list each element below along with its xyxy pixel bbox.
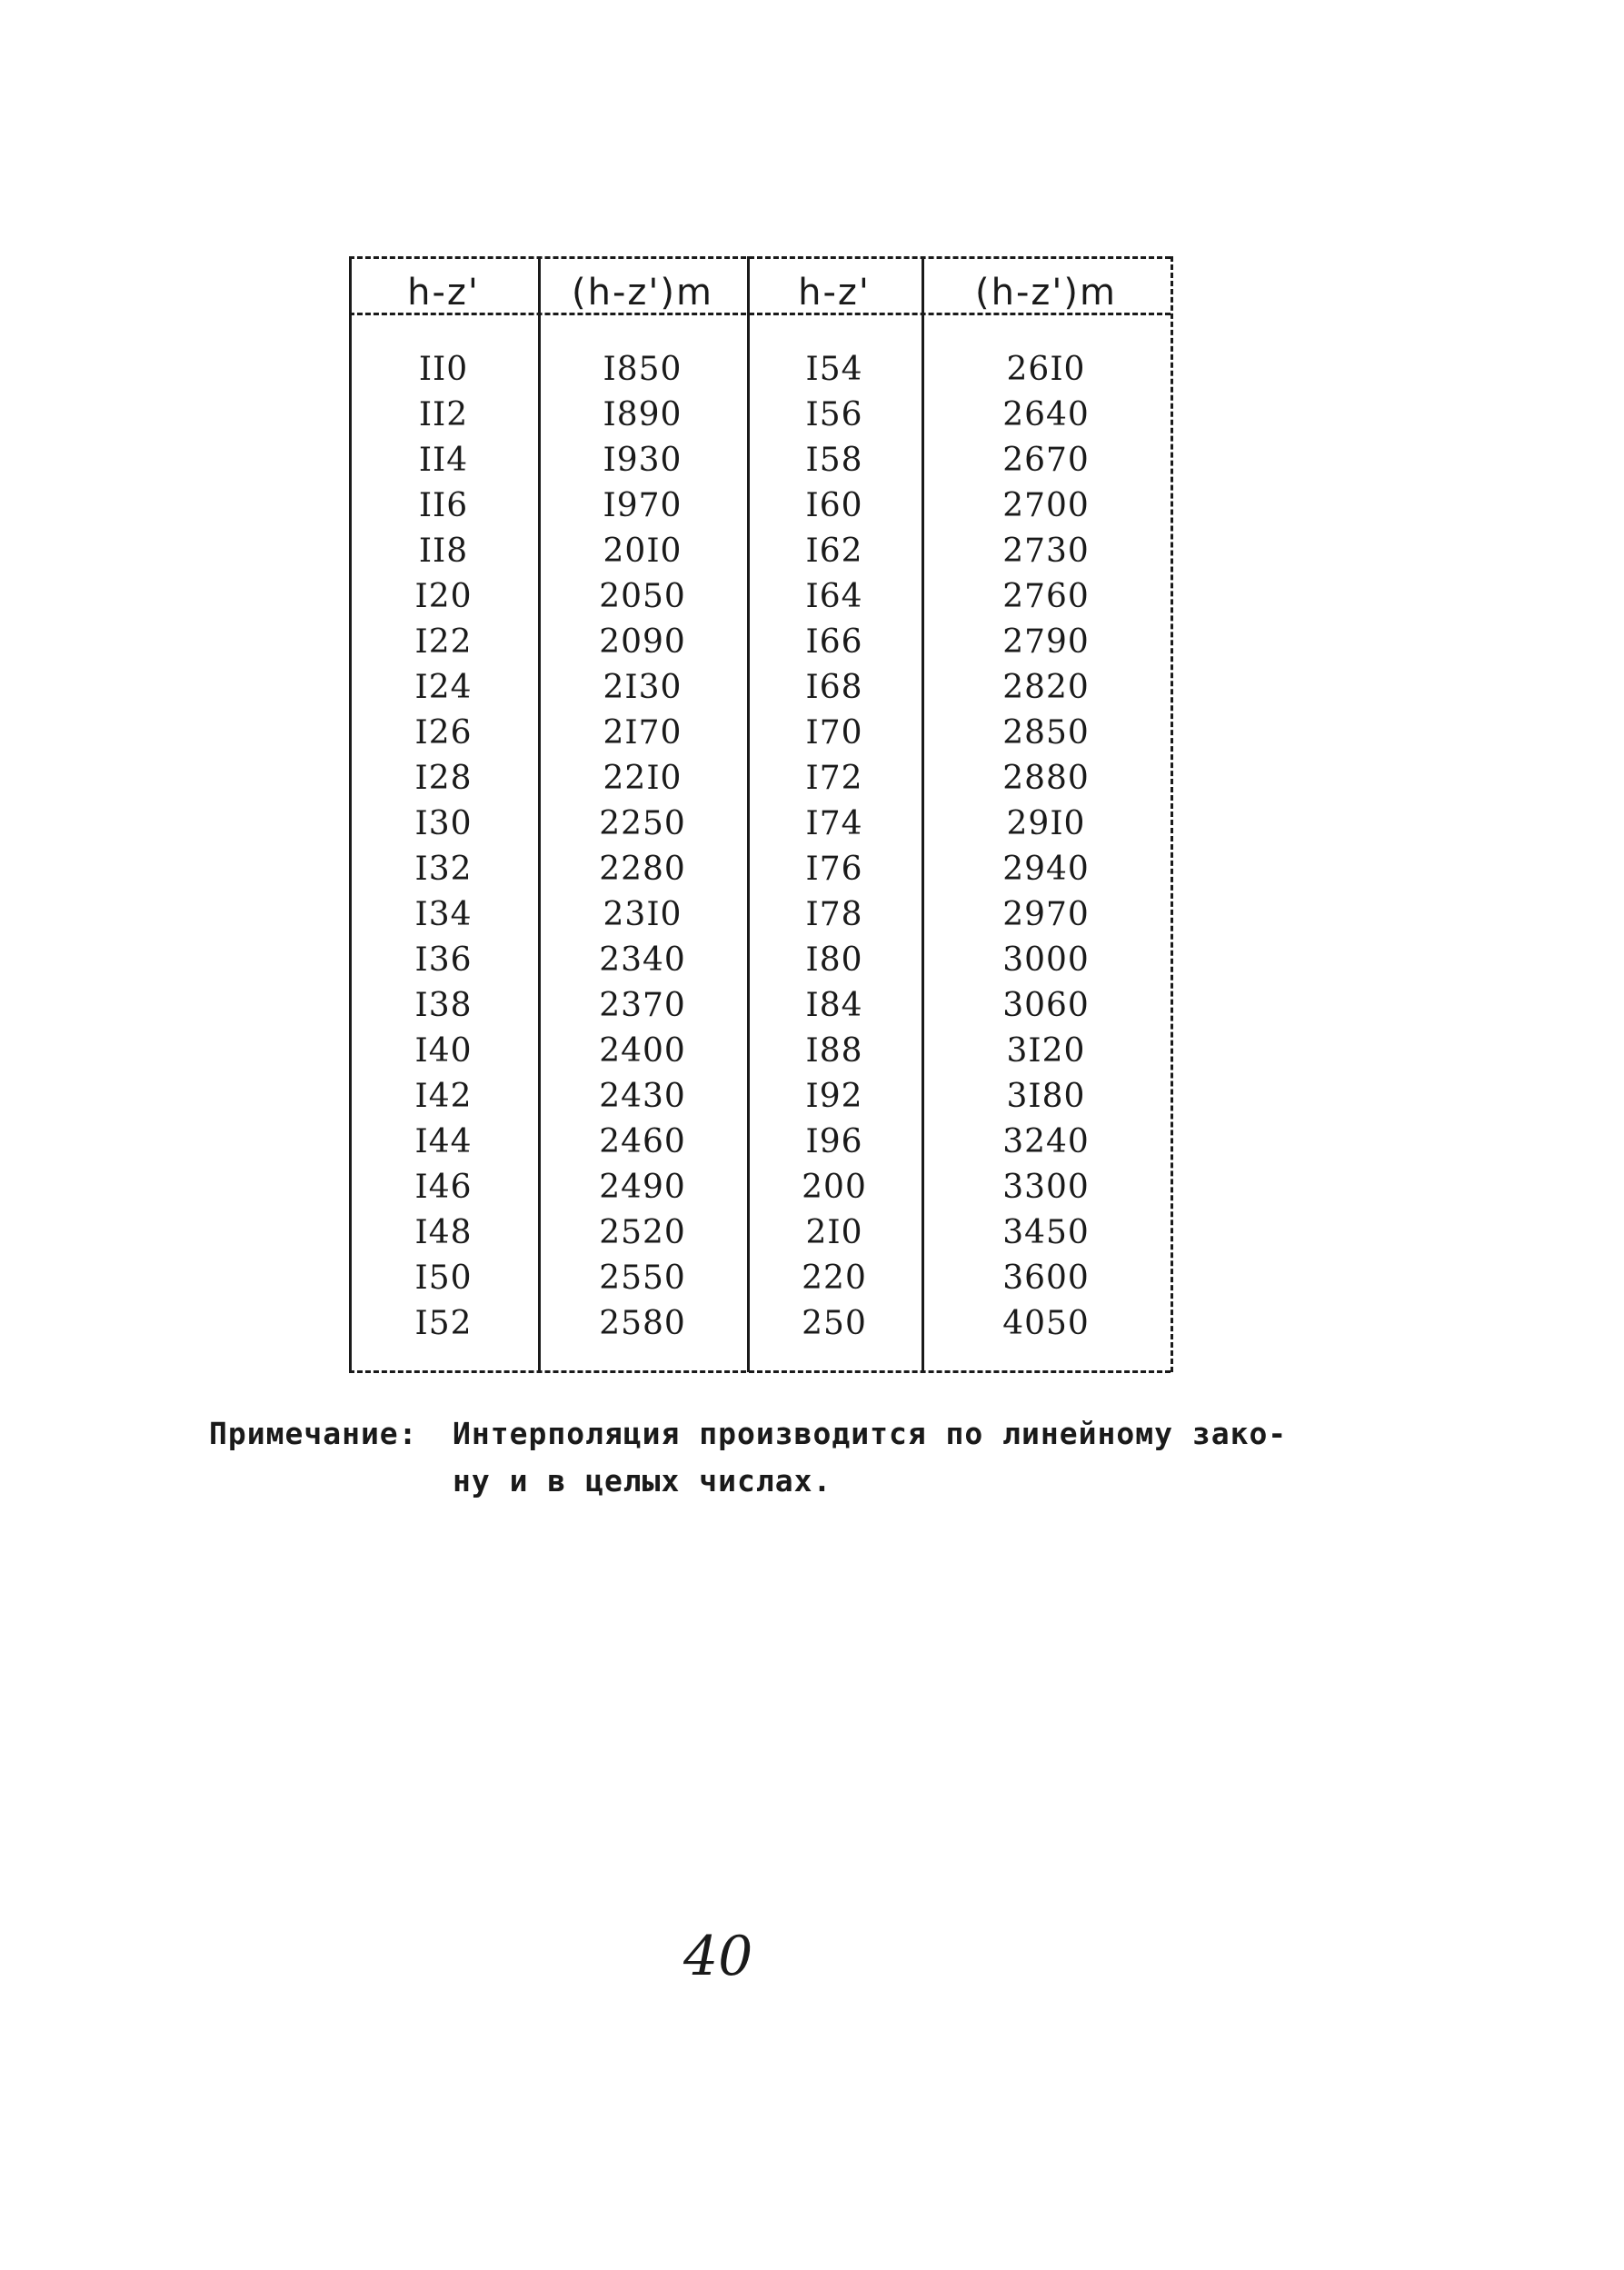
table-cell: 2790 [1002,623,1090,661]
table-cell: I48 [414,1214,473,1251]
column-h-z-power-m-2 [922,347,1171,1347]
table-cell: 3300 [1002,1169,1090,1206]
table-top-border [349,256,1171,259]
table-cell: I66 [805,623,863,661]
table-cell: I890 [603,396,682,433]
table-cell: 2370 [599,987,686,1024]
table-cell: 250 [802,1305,867,1342]
table-cell: 2090 [599,623,686,661]
table-cell: I32 [414,851,473,888]
table-cell: II8 [418,533,469,570]
table-cell: I52 [414,1305,473,1342]
table-cell: II6 [418,487,469,524]
table-cell: I96 [805,1123,863,1160]
table-cell: 3450 [1002,1214,1090,1251]
table-cell: I36 [414,941,473,979]
table-cell: 3060 [1002,987,1090,1024]
note-text-line2: ну и в целых числах. [453,1463,832,1498]
table-cell: 2670 [1002,442,1090,479]
table-cell: 4050 [1002,1305,1090,1342]
table-cell: 2940 [1002,851,1090,888]
table-cell: I54 [805,351,863,388]
table-cell: I20 [414,578,473,615]
table-cell: 22I0 [603,760,682,797]
table-cell: 2340 [599,941,686,979]
header-h-z: h-z' [407,272,480,314]
table-cell: I42 [414,1078,473,1115]
table-cell: I26 [414,714,473,752]
table-cell: 2640 [1002,396,1090,433]
table-cell: I970 [603,487,682,524]
table-cell: 220 [802,1259,867,1297]
table-cell: I84 [805,987,863,1024]
table-cell: I50 [414,1259,473,1297]
table-cell: I68 [805,669,863,706]
table-cell: I88 [805,1032,863,1070]
table-cell: 20I0 [603,533,682,570]
table-cell: I92 [805,1078,863,1115]
note-text-line1: Интерполяция производится по линейному зако- [453,1416,1288,1451]
column-h-z-2 [747,347,922,1347]
table-cell: 3240 [1002,1123,1090,1160]
table-cell: I60 [805,487,863,524]
column-h-z-power-m [538,347,747,1347]
table-cell: I38 [414,987,473,1024]
table-cell: 2580 [599,1305,686,1342]
table-cell: I22 [414,623,473,661]
table-cell: I58 [805,442,863,479]
table-cell: 23I0 [603,896,682,933]
table-cell: I72 [805,760,863,797]
header-h-z-2: h-z' [798,272,871,314]
table-cell: I56 [805,396,863,433]
table-note [209,1410,1300,1505]
table-cell: 2I0 [805,1214,863,1251]
table-cell: I30 [414,805,473,842]
table-cell: 29I0 [1006,805,1086,842]
table-cell: I62 [805,533,863,570]
table-cell: 26I0 [1006,351,1086,388]
table-cell: I24 [414,669,473,706]
table-cell: 3000 [1002,941,1090,979]
table-cell: I46 [414,1169,473,1206]
table-cell: 2880 [1002,760,1090,797]
table-cell: 2250 [599,805,686,842]
page-number: 40 [683,1925,753,1988]
interpolation-table [349,256,1171,1374]
table-cell: I76 [805,851,863,888]
note-label: Примечание: [209,1416,418,1451]
table-cell: 2820 [1002,669,1090,706]
header-h-z-power-m: (h-z')m [572,272,713,314]
table-cell: 2430 [599,1078,686,1115]
table-cell: I70 [805,714,863,752]
table-cell: 2400 [599,1032,686,1070]
table-cell: I44 [414,1123,473,1160]
table-cell: 2550 [599,1259,686,1297]
table-cell: 2850 [1002,714,1090,752]
table-right-border [1171,256,1173,1372]
column-h-z [349,347,538,1347]
table-cell: 2280 [599,851,686,888]
table-cell: I850 [603,351,682,388]
table-cell: I74 [805,805,863,842]
header-h-z-power-m-2: (h-z')m [975,272,1117,314]
table-cell: I78 [805,896,863,933]
table-bottom-border [349,1370,1171,1373]
table-cell: 2520 [599,1214,686,1251]
table-cell: 2460 [599,1123,686,1160]
table-cell: I34 [414,896,473,933]
table-cell: II0 [418,351,469,388]
table-cell: 2490 [599,1169,686,1206]
table-cell: I64 [805,578,863,615]
table-cell: I930 [603,442,682,479]
table-cell: 2730 [1002,533,1090,570]
table-cell: 2970 [1002,896,1090,933]
table-cell: I28 [414,760,473,797]
table-cell: 3I20 [1006,1032,1086,1070]
table-cell: II4 [418,442,469,479]
table-cell: I80 [805,941,863,979]
table-cell: 200 [802,1169,867,1206]
table-cell: 2050 [599,578,686,615]
table-cell: 2I70 [603,714,682,752]
table-cell: I40 [414,1032,473,1070]
table-cell: 3600 [1002,1259,1090,1297]
table-cell: 2I30 [603,669,682,706]
table-cell: 2760 [1002,578,1090,615]
table-cell: 2700 [1002,487,1090,524]
table-cell: 3I80 [1006,1078,1086,1115]
table-cell: II2 [418,396,469,433]
